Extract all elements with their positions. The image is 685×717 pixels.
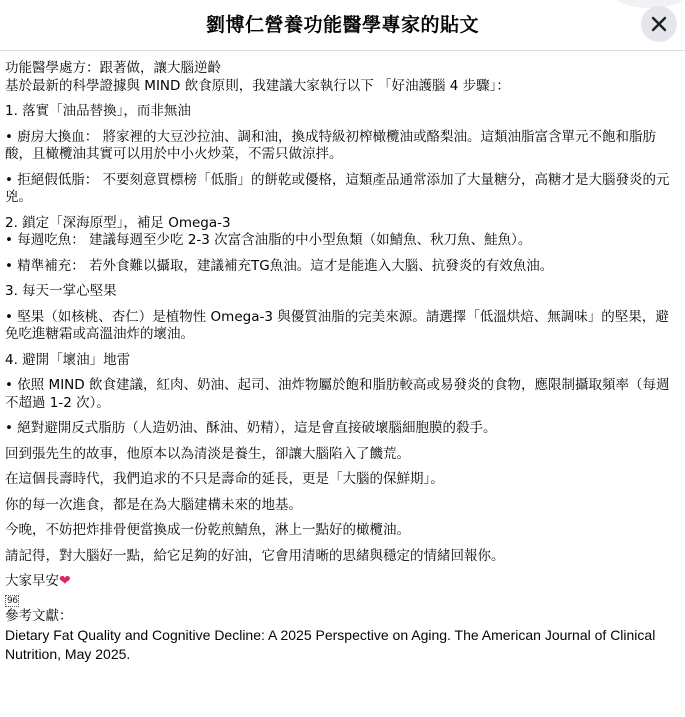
- post-intro-line-2: 基於最新的科學證據與 MIND 飲食原則，我建議大家執行以下 「好油護腦 4 步驟」：: [5, 77, 510, 94]
- step-4-bullet-1: • 依照 MIND 飲食建議，紅肉、奶油、起司、油炸物屬於飽和脂肪較高或易發炎的食物，應限制攝取頻率（每週不超過 1-2 次）。: [5, 377, 670, 411]
- dialog-title: 劉博仁營養功能醫學專家的貼文: [205, 14, 479, 36]
- closing-line-2: 在這個長壽時代，我們追求的不只是壽命的延長，更是「大腦的保鮮期」。: [5, 471, 444, 487]
- close-icon: [651, 16, 667, 32]
- post-intro-line-1: 功能醫學處方：跟著做，讓大腦逆齡: [5, 60, 221, 76]
- close-button[interactable]: [641, 6, 677, 42]
- greeting-line: [5, 573, 677, 591]
- step-3-bullet-1: • 堅果（如核桃、杏仁）是植物性 Omega-3 與優質油脂的完美來源。請選擇「低溫烘焙、無調味」的堅果，避免吃進糖霜或高溫油炸的壞油。: [5, 308, 669, 342]
- step-4-bullet-2: • 絕對避開反式脂肪（人造奶油、酥油、奶精），這是會直接破壞腦細胞膜的殺手。: [5, 420, 497, 436]
- reference-citation: Dietary Fat Quality and Cognitive Decline: A 2025 Perspective on Aging. The American Journal of Clinical Nutrition, May 2025.: [5, 626, 656, 662]
- references-label: 參考文獻：: [5, 608, 73, 624]
- number-96-emoji: 96: [7, 595, 18, 606]
- closing-line-3: 你的每一次進食，都是在為大腦建構未來的地基。: [5, 496, 302, 513]
- step-1-bullet-1: • 廚房大換血： 將家裡的大豆沙拉油、調和油，換成特級初榨橄欖油或酪梨油。這類油脂富含單元不飽和脂肪酸，且橄欖油其實可以用於中小火炒菜，不需只做涼拌。: [5, 128, 657, 162]
- step-2-bullet-2: • 精準補充： 若外食難以攝取，建議補充TG魚油。這才是能進入大腦、抗發炎的有效魚油。: [5, 257, 554, 274]
- corner-decoration: [615, 0, 685, 8]
- step-1-bullet-2: • 拒絕假低脂： 不要刻意買標榜「低脂」的餅乾或優格，這類產品通常添加了大量糖分，高糖才是大腦發炎的元兇。: [5, 171, 670, 205]
- greeting-text: 大家早安: [5, 573, 59, 589]
- dialog-header: [0, 0, 685, 51]
- step-1-title: 1. 落實「油品替換」，而非無油: [5, 103, 191, 119]
- tag-line: [5, 591, 677, 609]
- step-2-title: 2. 鎖定「深海原型」，補足 Omega-3: [5, 214, 231, 231]
- step-4-title: 4. 避開「壞油」地雷: [5, 351, 131, 368]
- step-3-title: 3. 每天一掌心堅果: [5, 283, 117, 299]
- step-2-bullet-1: • 每週吃魚： 建議每週至少吃 2-3 次富含油脂的中小型魚類（如鯖魚、秋刀魚、鮭魚）。: [5, 232, 532, 248]
- closing-line-1: 回到張先生的故事，他原本以為清淡是養生，卻讓大腦陷入了饑荒。: [5, 445, 410, 462]
- red-heart-icon: ❤: [59, 573, 71, 589]
- closing-line-5: 請記得，對大腦好一點，給它足夠的好油，它會用清晰的思緒與穩定的情緒回報你。: [5, 547, 505, 564]
- post-body: [5, 60, 677, 664]
- closing-line-4: 今晚，不妨把炸排骨便當換成一份乾煎鯖魚，淋上一點好的橄欖油。: [5, 522, 410, 538]
